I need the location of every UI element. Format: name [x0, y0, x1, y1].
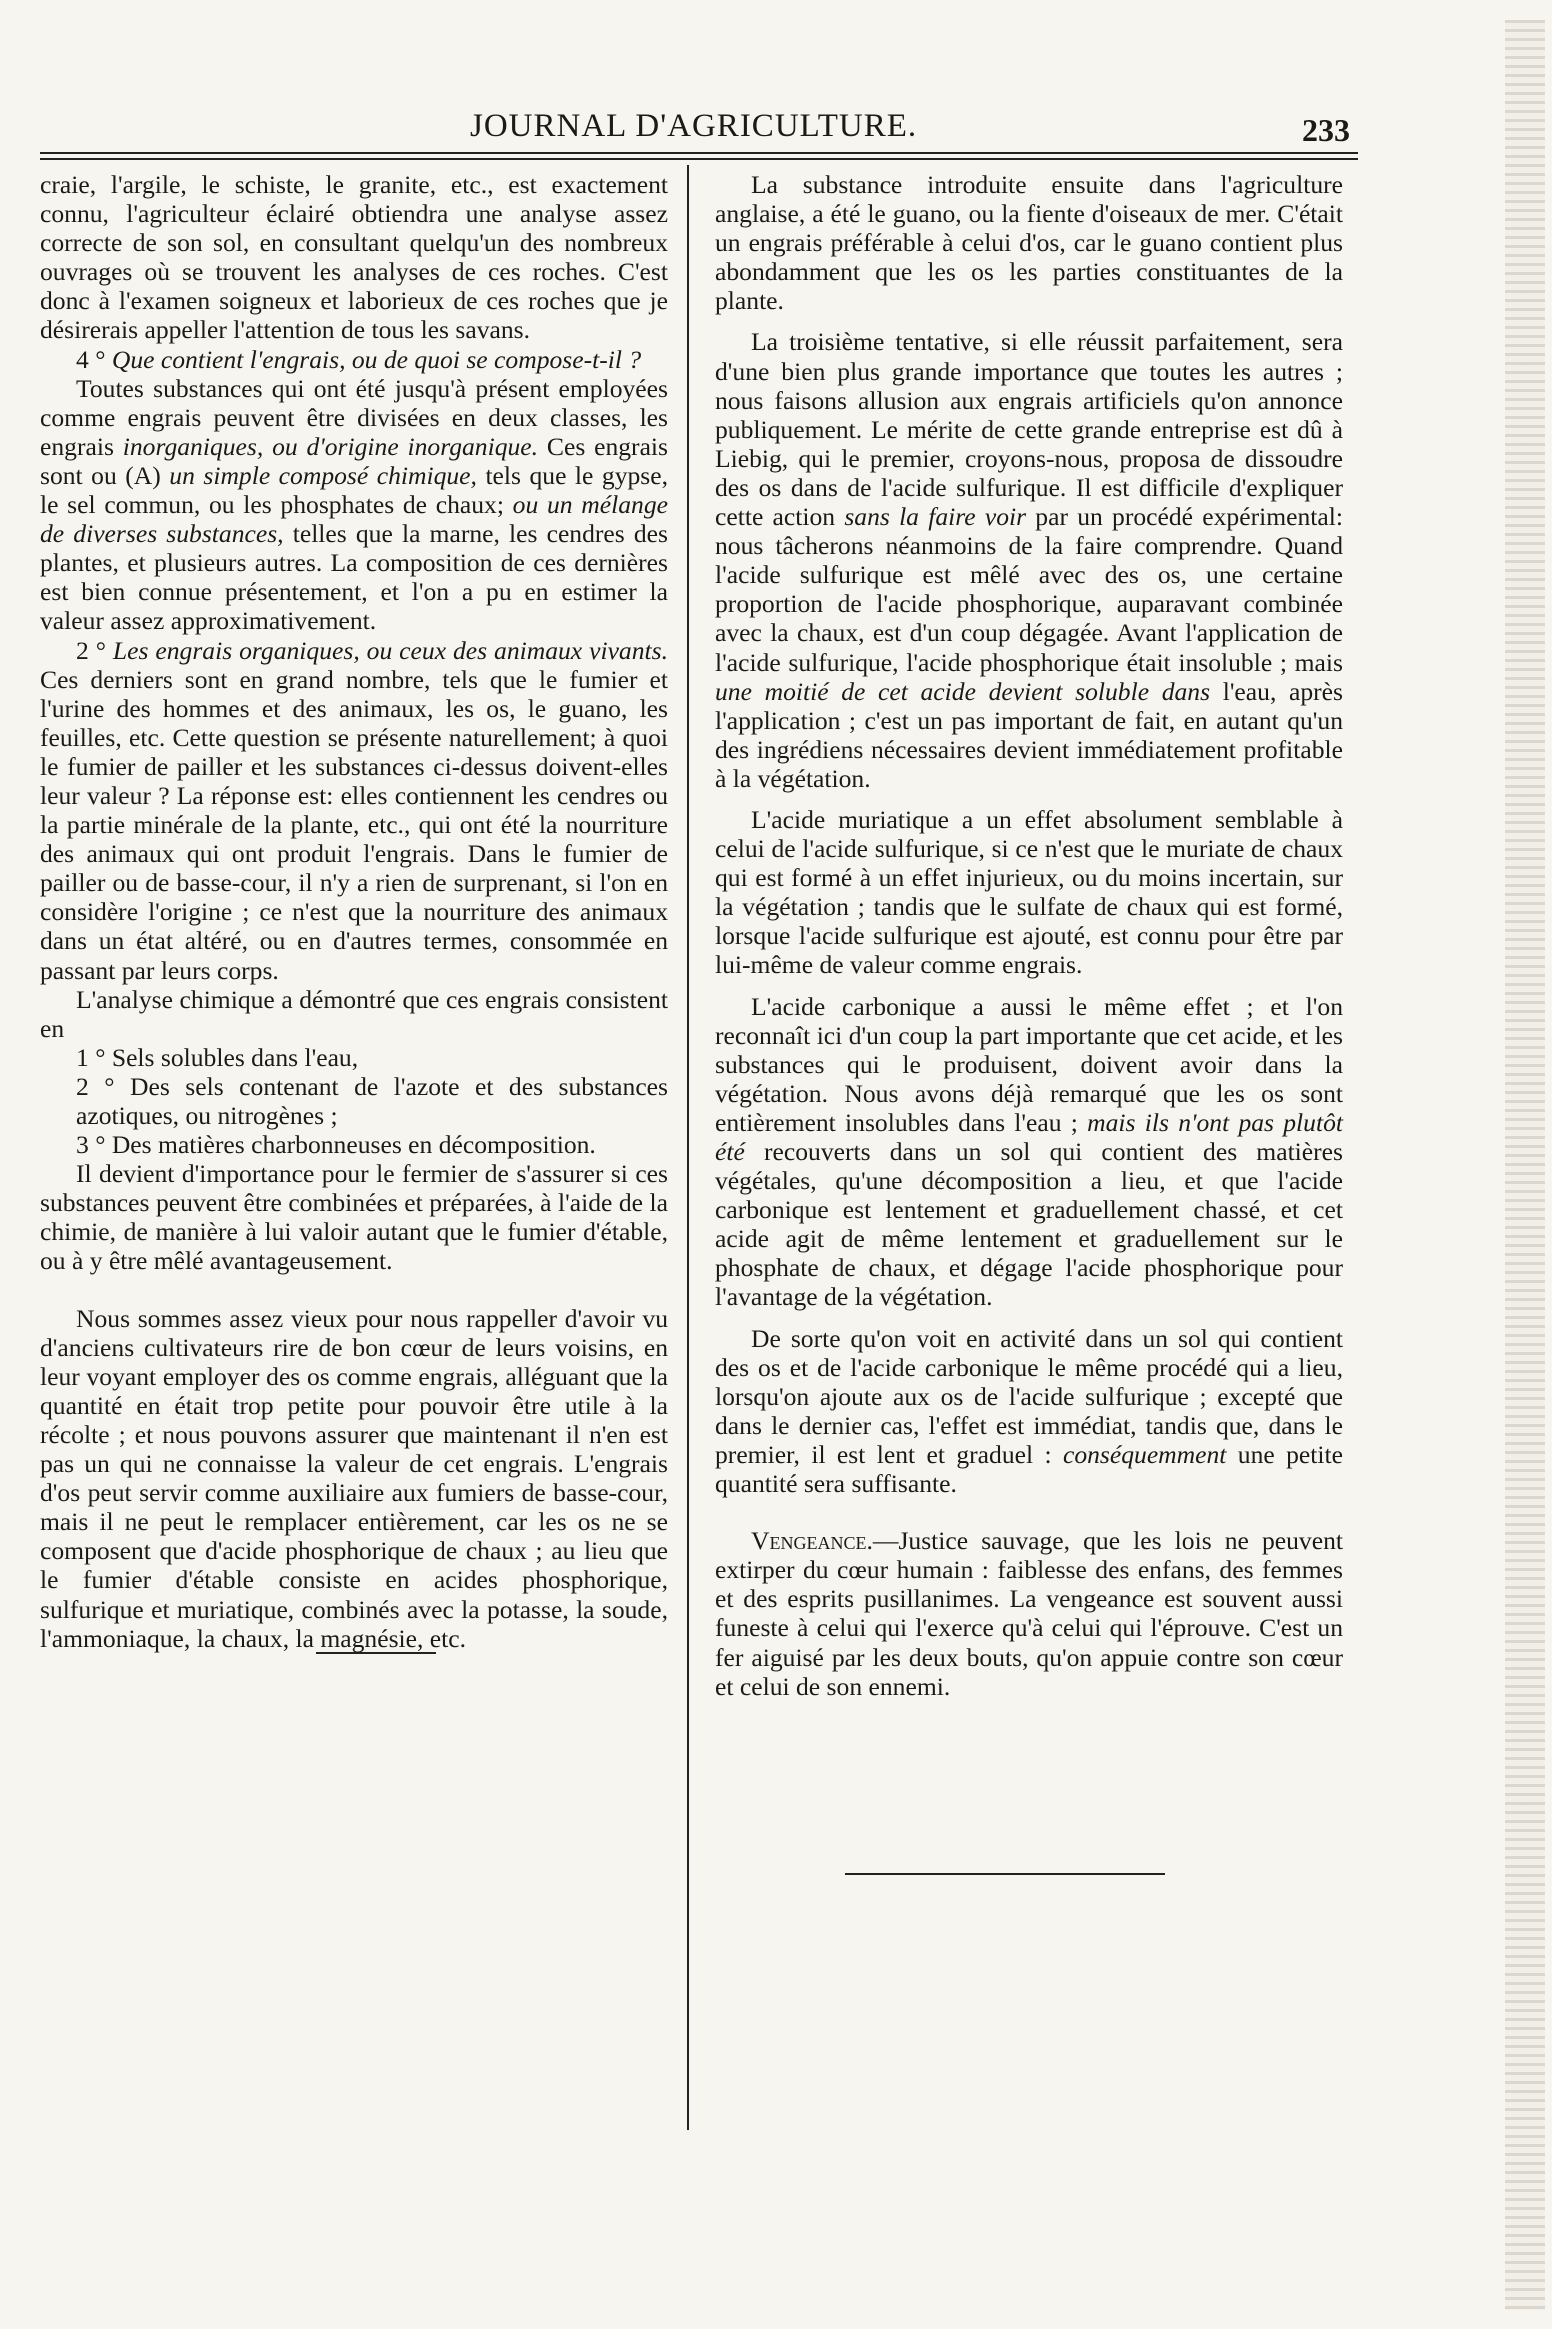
header-rule-secondary: [40, 158, 1358, 160]
text-run: une petite quantité sera suffisante.: [715, 1439, 1343, 1499]
text-run: recouverts dans un sol qui contient des matières végétales, qu'une décomposition a lieu, et que l'acide carbonique est lentement et graduellement chassé, et cet acide agit de même lentement et graduellement sur le phosphate de chaux, et dégage l'acide phosphorique pour l'avantage de la végétation.: [715, 1137, 1343, 1312]
italic-run: mais ils n'ont pas plutôt été: [715, 1107, 1343, 1166]
paragraph: craie, l'argile, le schiste, le granite, etc., est exactement connu, l'agriculteur éclairé obtiendra une analyse assez correcte de son sol, en consultant quelqu'un des nombreux ouvrages où se trouvent les analyses de ces roches. C'est donc à l'examen soigneux et laborieux de ces roches que je désirerais appeller l'attention de tous les savans.: [40, 170, 668, 345]
paragraph: [40, 636, 668, 985]
list-item: 1 ° Sels solubles dans l'eau,: [76, 1042, 359, 1072]
page-number: 233: [1302, 112, 1350, 148]
text-run: De sorte qu'on voit en activité dans un sol qui contient des os et de l'acide carbonique le même procédé qui a lieu, lorsqu'on ajoute aux os de l'acide sulfurique ; excepté que dans le dernier cas, l'effet est immédiat, tandis que, dans le premier, il est lent et graduel :: [715, 1323, 1343, 1469]
text-run: par un procédé expérimental: nous tâcherons néanmoins de la faire comprendre. Quand l'acide sulfurique est mêlé avec des os, une certaine proportion de l'acide phosphorique, auparavant combinée avec la chaux, est d'un coup dégagée. Avant l'application de l'acide sulfurique, l'acide phosphorique était insoluble ; mais: [715, 502, 1343, 677]
paragraph: [715, 1324, 1343, 1499]
paragraph: L'acide muriatique a un effet absolument semblable à celui de l'acide sulfurique, si ce n'est que le muriate de chaux qui est formé à un effet injurieux, ou du moins incertain, sur la végétation ; tandis que le sulfate de chaux qui est formé, lorsque l'acide sulfurique est ajouté, est connu pour être par lui-même de valeur comme engrais.: [715, 804, 1343, 980]
italic-run: inorganiques, ou d'origine inorganique.: [122, 431, 539, 461]
text-run: telles que la marne, les cendres des plantes, et plusieurs autres. La composition de ces dernières est bien connue présentement, et l'on a pu en estimer la valeur assez approximativement.: [40, 519, 668, 636]
text-run: l'eau, après l'application ; c'est un pas important de fait, en autant qu'un des ingrédiens nécessaires devient immédiatement profitable à la végétation.: [715, 676, 1343, 793]
header-rule: [40, 152, 1358, 154]
column-divider: [687, 165, 689, 2130]
text-run: Ces derniers sont en grand nombre, tels que le fumier et l'urine des hommes et des animaux, les os, le guano, les feuilles, etc. Cette question se présente naturellement; à quoi le fumier de pailler et les substances ci-dessus doivent-elles leur valeur ? La réponse est: elles contiennent les cendres ou la partie minérale de la plante, etc., qui ont été la nourriture des animaux qui ont produit l'engrais. Dans le fumier de pailler ou de basse-cour, il n'y a rien de surprenant, si l'on en considère l'origine ; ce n'est que la nourriture des animaux dans un état altéré, ou en d'autres termes, consommée en passant par leurs corps.: [40, 664, 668, 985]
text-run: Toutes substances qui ont été jusqu'à présent employées comme engrais peuvent être divisées en deux classes, les engrais: [40, 373, 668, 461]
text-run: La troisième tentative, si elle réussit parfaitement, sera d'une bien plus grande importance que toutes les autres ; nous faisons allusion aux engrais artificiels qu'on annonce publiquement. Le mérite de cette grande entreprise est dû à Liebig, qui le premier, croyons-nous, proposa de dissoudre des os dans de l'acide sulfurique. Il est difficile d'expliquer cette action: [715, 327, 1343, 532]
paragraph: [715, 1526, 1343, 1701]
list-item: 2 ° Des sels contenant de l'azote et des substances azotiques, ou nitrogènes ;: [76, 1071, 668, 1130]
item-number: 2 °: [76, 635, 113, 665]
italic-run: conséquemment: [1062, 1439, 1227, 1469]
question-number: 4 °: [76, 344, 112, 374]
journal-title: JOURNAL D'AGRICULTURE.: [470, 108, 918, 144]
paragraph: [715, 992, 1343, 1312]
text-run: L'acide carbonique a aussi le même effet ; et l'on reconnaît ici d'un coup la part importante que cet acide, et les substances qui le produisent, doivent avoir dans la végétation. Nous avons déjà remarqué que les os sont entièrement insolubles dans l'eau ;: [715, 991, 1343, 1137]
italic-run: ou un mélange de diverses substances,: [40, 490, 668, 549]
section-separator-right: [845, 1873, 1165, 1875]
left-column: [40, 170, 668, 1653]
paragraph: Nous sommes assez vieux pour nous rappeller d'avoir vu d'anciens cultivateurs rire de bon cœur de leurs voisins, en leur voyant employer des os comme engrais, alléguant que la quantité en était trop petite pour pouvoir être utile à la récolte ; et nous pouvons assurer que maintenant il n'en est pas un qui ne connaisse la valeur de cet engrais. L'engrais d'os peut servir comme auxiliaire aux fumiers de basse-cour, mais il ne peut le remplacer entièrement, car les os ne se composent que d'acide phosphorique de chaux ; au lieu que le fumier d'étable consiste en acides phosphorique, sulfurique et muriatique, combinés avec la potasse, la soude, l'ammoniaque, la chaux, la magnésie, etc.: [40, 1303, 668, 1653]
right-column: [715, 170, 1343, 1701]
text-run: Ces engrais sont ou (A): [40, 431, 669, 490]
text-run: —Justice sauvage, que les lois ne peuvent extirper du cœur humain : faiblesse des enfans, des femmes et des esprits pusillanimes. La vengeance est souvent aussi funeste à celui qui l'exerce qu'à celui qui l'éprouve. C'est un fer aiguisé par les deux bouts, qu'on appuie contre son cœur et celui de son ennemi.: [715, 1526, 1343, 1701]
paragraph: L'analyse chimique a démontré que ces engrais consistent en: [40, 984, 668, 1043]
list-item: 3 ° Des matières charbonneuses en décomposition.: [76, 1130, 596, 1160]
page-edge-shadow: [1505, 20, 1545, 2310]
text-run: tels que le gypse, le sel commun, ou les phosphates de chaux;: [40, 460, 669, 520]
paragraph: [715, 327, 1343, 793]
italic-run: Les engrais organiques, ou ceux des animaux vivants.: [112, 635, 668, 665]
italic-run: sans la faire voir: [844, 502, 1027, 532]
page-header: [40, 108, 1380, 148]
italic-run: une moitié de cet acide devient soluble dans: [715, 676, 1211, 706]
question-text: Que contient l'engrais, ou de quoi se compose-t-il ?: [111, 344, 642, 374]
italic-run: un simple composé chimique,: [169, 460, 477, 490]
paragraph: Il devient d'importance pour le fermier de s'assurer si ces substances peuvent être combinées et préparées, à l'aide de la chimie, de manière à lui valoir autant que le fumier d'étable, ou à y être mêlé avantageusement.: [40, 1159, 668, 1276]
question-heading: [40, 345, 668, 374]
article-heading: Vengeance.: [751, 1526, 873, 1556]
paragraph: [40, 374, 668, 636]
paragraph: La substance introduite ensuite dans l'agriculture anglaise, a été le guano, ou la fiente d'oiseaux de mer. C'était un engrais préférable à celui d'os, car le guano contient plus abondamment que les os les parties constituantes de la plante.: [715, 170, 1343, 316]
